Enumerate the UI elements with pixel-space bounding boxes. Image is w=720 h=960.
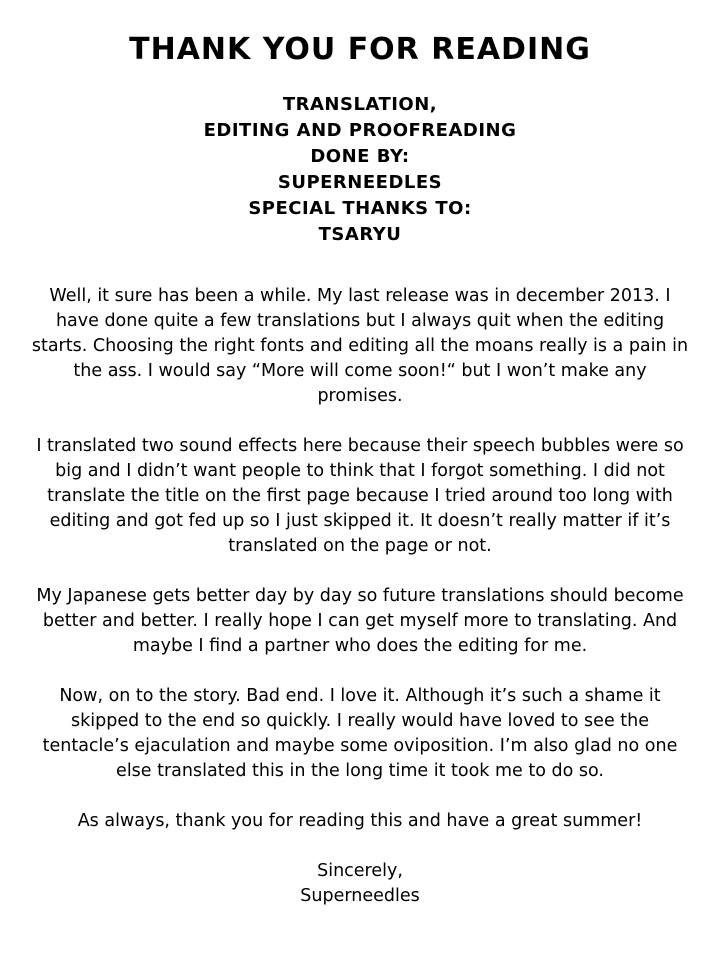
text-line: I translated two sound effects here because their speech bubbles were so	[36, 436, 684, 456]
text-line: promises.	[317, 386, 403, 406]
text-line: My Japanese gets better day by day so future translations should become	[36, 586, 684, 606]
credits-line: TSARYU	[318, 224, 402, 245]
text-line: else translated this in the long time it took me to do so.	[116, 761, 604, 781]
credits-line: DONE BY:	[310, 146, 410, 167]
signoff	[18, 859, 702, 909]
author-name: Superneedles	[300, 886, 420, 906]
message-body	[18, 284, 702, 909]
paragraph	[18, 809, 702, 834]
credits-line: EDITING AND PROOFREADING	[203, 120, 517, 141]
text-line: better and better. I really hope I can get myself more to translating. And	[42, 611, 678, 631]
page-title: THANK YOU FOR READING	[129, 32, 591, 67]
text-line: skipped to the end so quickly. I really would have loved to see the	[70, 711, 649, 731]
credits-line: SPECIAL THANKS TO:	[248, 198, 472, 219]
paragraph	[18, 684, 702, 784]
credits-line: SUPERNEEDLES	[277, 172, 443, 193]
text-line: have done quite a few translations but I always quit when the editing	[55, 311, 665, 331]
text-line: editing and got fed up so I just skipped it. It doesn’t really matter if it’s	[49, 511, 671, 531]
closing-text: Sincerely,	[317, 861, 403, 881]
paragraph	[18, 584, 702, 659]
text-line: As always, thank you for reading this and have a great summer!	[77, 811, 643, 831]
text-line: big and I didn’t want people to think that I forgot something. I did not	[55, 461, 665, 481]
paragraph	[18, 284, 702, 409]
text-line: the ass. I would say “More will come soon!“ but I won’t make any	[73, 361, 647, 381]
text-line: translated on the page or not.	[228, 536, 492, 556]
text-line: translate the title on the first page because I tried around too long with	[47, 486, 673, 506]
credits-block	[0, 92, 720, 248]
text-line: starts. Choosing the right fonts and editing all the moans really is a pain in	[31, 336, 689, 356]
text-line: maybe I find a partner who does the editing for me.	[132, 636, 588, 656]
credits-line: TRANSLATION,	[282, 94, 438, 115]
paragraph	[18, 434, 702, 559]
text-line: Now, on to the story. Bad end. I love it. Although it’s such a shame it	[59, 686, 661, 706]
text-line: Well, it sure has been a while. My last release was in december 2013. I	[49, 286, 671, 306]
text-line: tentacle’s ejaculation and maybe some oviposition. I’m also glad no one	[42, 736, 678, 756]
